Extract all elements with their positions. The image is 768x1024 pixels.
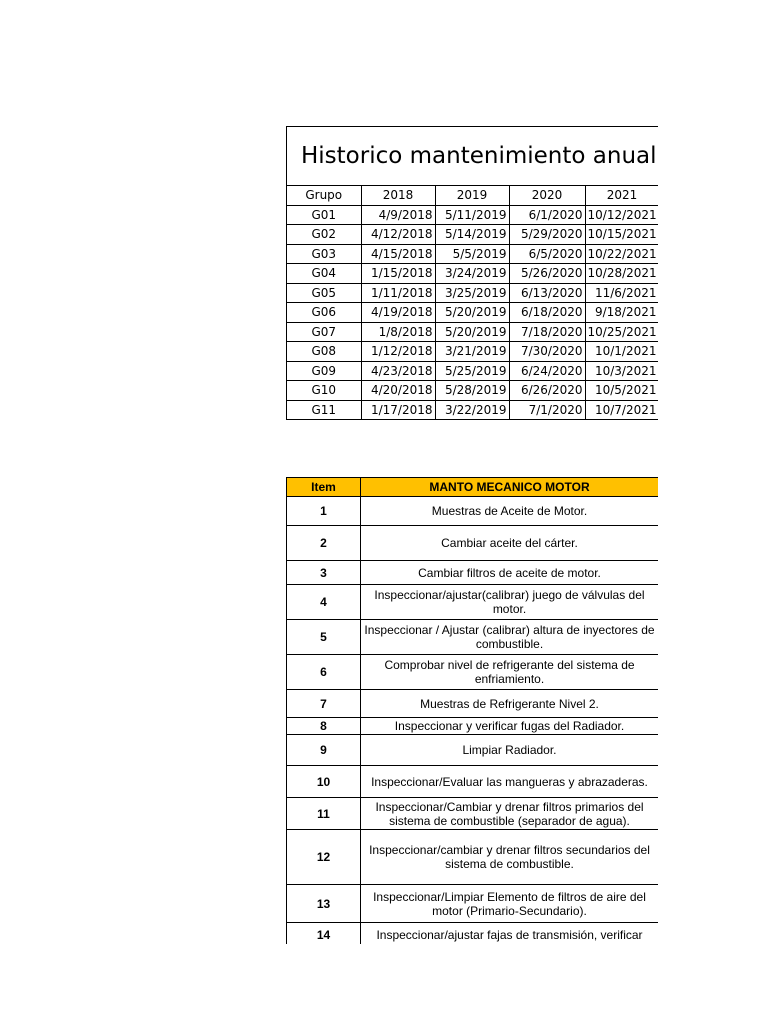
task-description[interactable]: Comprobar nivel de refrigerante del sistema de enfriamiento.: [361, 655, 659, 690]
date-cell[interactable]: 10/3/2021: [585, 361, 658, 381]
date-cell[interactable]: 1/17/2018: [361, 400, 435, 420]
tasks-grid: [286, 477, 658, 944]
history-row: [287, 244, 658, 264]
spreadsheet-view: [286, 126, 658, 944]
date-cell[interactable]: 1/15/2018: [361, 264, 435, 284]
date-cell[interactable]: 10/5/2021: [585, 381, 658, 401]
task-item-number[interactable]: 3: [287, 561, 361, 585]
date-cell[interactable]: 5/28/2019: [435, 381, 509, 401]
task-item-number[interactable]: 7: [287, 690, 361, 718]
group-cell[interactable]: G01: [287, 205, 361, 225]
task-item-number[interactable]: 2: [287, 526, 361, 561]
group-cell[interactable]: G11: [287, 400, 361, 420]
date-cell[interactable]: 5/26/2020: [509, 264, 585, 284]
date-cell[interactable]: 4/23/2018: [361, 361, 435, 381]
task-description[interactable]: Inspeccionar / Ajustar (calibrar) altura de inyectores de combustible.: [361, 620, 659, 655]
task-description[interactable]: Limpiar Radiador.: [361, 735, 659, 766]
history-table: [286, 126, 658, 420]
task-item-number[interactable]: 6: [287, 655, 361, 690]
task-row: [287, 830, 659, 885]
group-cell[interactable]: G05: [287, 283, 361, 303]
date-cell[interactable]: 6/5/2020: [509, 244, 585, 264]
task-row: [287, 561, 659, 585]
date-cell[interactable]: 5/25/2019: [435, 361, 509, 381]
task-row: [287, 766, 659, 798]
date-cell[interactable]: 5/29/2020: [509, 225, 585, 245]
date-cell[interactable]: 3/25/2019: [435, 283, 509, 303]
date-cell[interactable]: 6/24/2020: [509, 361, 585, 381]
group-cell[interactable]: G02: [287, 225, 361, 245]
date-cell[interactable]: 5/20/2019: [435, 322, 509, 342]
date-cell[interactable]: 10/12/2021: [585, 205, 658, 225]
task-row: [287, 690, 659, 718]
date-cell[interactable]: 6/13/2020: [509, 283, 585, 303]
date-cell[interactable]: 10/7/2021: [585, 400, 658, 420]
task-description[interactable]: Cambiar filtros de aceite de motor.: [361, 561, 659, 585]
history-header-cell[interactable]: 2021: [585, 186, 658, 205]
date-cell[interactable]: 4/19/2018: [361, 303, 435, 323]
task-description[interactable]: Inspeccionar/cambiar y drenar filtros secundarios del sistema de combustible.: [361, 830, 659, 885]
date-cell[interactable]: 6/26/2020: [509, 381, 585, 401]
task-description[interactable]: Inspeccionar/ajustar fajas de transmisión, verificar: [361, 923, 659, 945]
history-row: [287, 342, 658, 362]
task-item-number[interactable]: 1: [287, 497, 361, 526]
task-row: [287, 735, 659, 766]
history-title: Historico mantenimiento anual: [287, 127, 658, 186]
date-cell[interactable]: 3/22/2019: [435, 400, 509, 420]
date-cell[interactable]: 3/21/2019: [435, 342, 509, 362]
history-row: [287, 400, 658, 420]
history-row: [287, 264, 658, 284]
task-row: [287, 923, 659, 945]
date-cell[interactable]: 1/8/2018: [361, 322, 435, 342]
history-header-cell[interactable]: Grupo: [287, 186, 361, 205]
date-cell[interactable]: 1/12/2018: [361, 342, 435, 362]
task-description[interactable]: Inspeccionar/Evaluar las mangueras y abrazaderas.: [361, 766, 659, 798]
group-cell[interactable]: G03: [287, 244, 361, 264]
group-cell[interactable]: G09: [287, 361, 361, 381]
group-cell[interactable]: G10: [287, 381, 361, 401]
date-cell[interactable]: 7/1/2020: [509, 400, 585, 420]
date-cell[interactable]: 5/14/2019: [435, 225, 509, 245]
history-row: [287, 205, 658, 225]
task-row: [287, 585, 659, 620]
history-row: [287, 225, 658, 245]
history-row: [287, 283, 658, 303]
task-item-number[interactable]: 14: [287, 923, 361, 945]
date-cell[interactable]: 3/24/2019: [435, 264, 509, 284]
tasks-header-row: [287, 478, 659, 497]
date-cell[interactable]: 11/6/2021: [585, 283, 658, 303]
task-row: [287, 620, 659, 655]
task-description[interactable]: Inspeccionar/Cambiar y drenar filtros primarios del sistema de combustible (separador de agua).: [361, 798, 659, 830]
date-cell[interactable]: 6/1/2020: [509, 205, 585, 225]
task-row: [287, 655, 659, 690]
date-cell[interactable]: 4/20/2018: [361, 381, 435, 401]
date-cell[interactable]: 4/9/2018: [361, 205, 435, 225]
task-item-number[interactable]: 13: [287, 885, 361, 923]
task-row: [287, 526, 659, 561]
task-item-number[interactable]: 9: [287, 735, 361, 766]
history-row: [287, 303, 658, 323]
task-item-number[interactable]: 5: [287, 620, 361, 655]
task-row: [287, 798, 659, 830]
date-cell[interactable]: 10/22/2021: [585, 244, 658, 264]
date-cell[interactable]: 7/30/2020: [509, 342, 585, 362]
date-cell[interactable]: 10/28/2021: [585, 264, 658, 284]
date-cell[interactable]: 9/18/2021: [585, 303, 658, 323]
date-cell[interactable]: 10/1/2021: [585, 342, 658, 362]
history-header-cell[interactable]: 2018: [361, 186, 435, 205]
date-cell[interactable]: 6/18/2020: [509, 303, 585, 323]
date-cell[interactable]: 7/18/2020: [509, 322, 585, 342]
task-description[interactable]: Muestras de Refrigerante Nivel 2.: [361, 690, 659, 718]
task-description[interactable]: Cambiar aceite del cárter.: [361, 526, 659, 561]
history-row: [287, 361, 658, 381]
task-row: [287, 718, 659, 735]
group-cell[interactable]: G07: [287, 322, 361, 342]
group-cell[interactable]: G04: [287, 264, 361, 284]
date-cell[interactable]: 10/15/2021: [585, 225, 658, 245]
date-cell[interactable]: 4/15/2018: [361, 244, 435, 264]
date-cell[interactable]: 5/5/2019: [435, 244, 509, 264]
date-cell[interactable]: 5/20/2019: [435, 303, 509, 323]
task-item-number[interactable]: 11: [287, 798, 361, 830]
date-cell[interactable]: 1/11/2018: [361, 283, 435, 303]
tasks-table: [286, 477, 658, 944]
date-cell[interactable]: 10/25/2021: [585, 322, 658, 342]
task-row: [287, 497, 659, 526]
task-item-number[interactable]: 8: [287, 718, 361, 735]
task-description[interactable]: Muestras de Aceite de Motor.: [361, 497, 659, 526]
history-header-row: [287, 186, 658, 205]
task-description[interactable]: Inspeccionar y verificar fugas del Radiador.: [361, 718, 659, 735]
history-row: [287, 381, 658, 401]
date-cell[interactable]: 5/11/2019: [435, 205, 509, 225]
tasks-header-title[interactable]: MANTO MECANICO MOTOR: [361, 478, 659, 497]
task-description[interactable]: Inspeccionar/Limpiar Elemento de filtros de aire del motor (Primario-Secundario).: [361, 885, 659, 923]
history-header-cell[interactable]: 2019: [435, 186, 509, 205]
group-cell[interactable]: G08: [287, 342, 361, 362]
tasks-header-item[interactable]: Item: [287, 478, 361, 497]
history-grid: [287, 186, 658, 420]
group-cell[interactable]: G06: [287, 303, 361, 323]
task-row: [287, 885, 659, 923]
history-header-cell[interactable]: 2020: [509, 186, 585, 205]
task-item-number[interactable]: 4: [287, 585, 361, 620]
date-cell[interactable]: 4/12/2018: [361, 225, 435, 245]
task-item-number[interactable]: 10: [287, 766, 361, 798]
task-description[interactable]: Inspeccionar/ajustar(calibrar) juego de válvulas del motor.: [361, 585, 659, 620]
task-item-number[interactable]: 12: [287, 830, 361, 885]
history-row: [287, 322, 658, 342]
